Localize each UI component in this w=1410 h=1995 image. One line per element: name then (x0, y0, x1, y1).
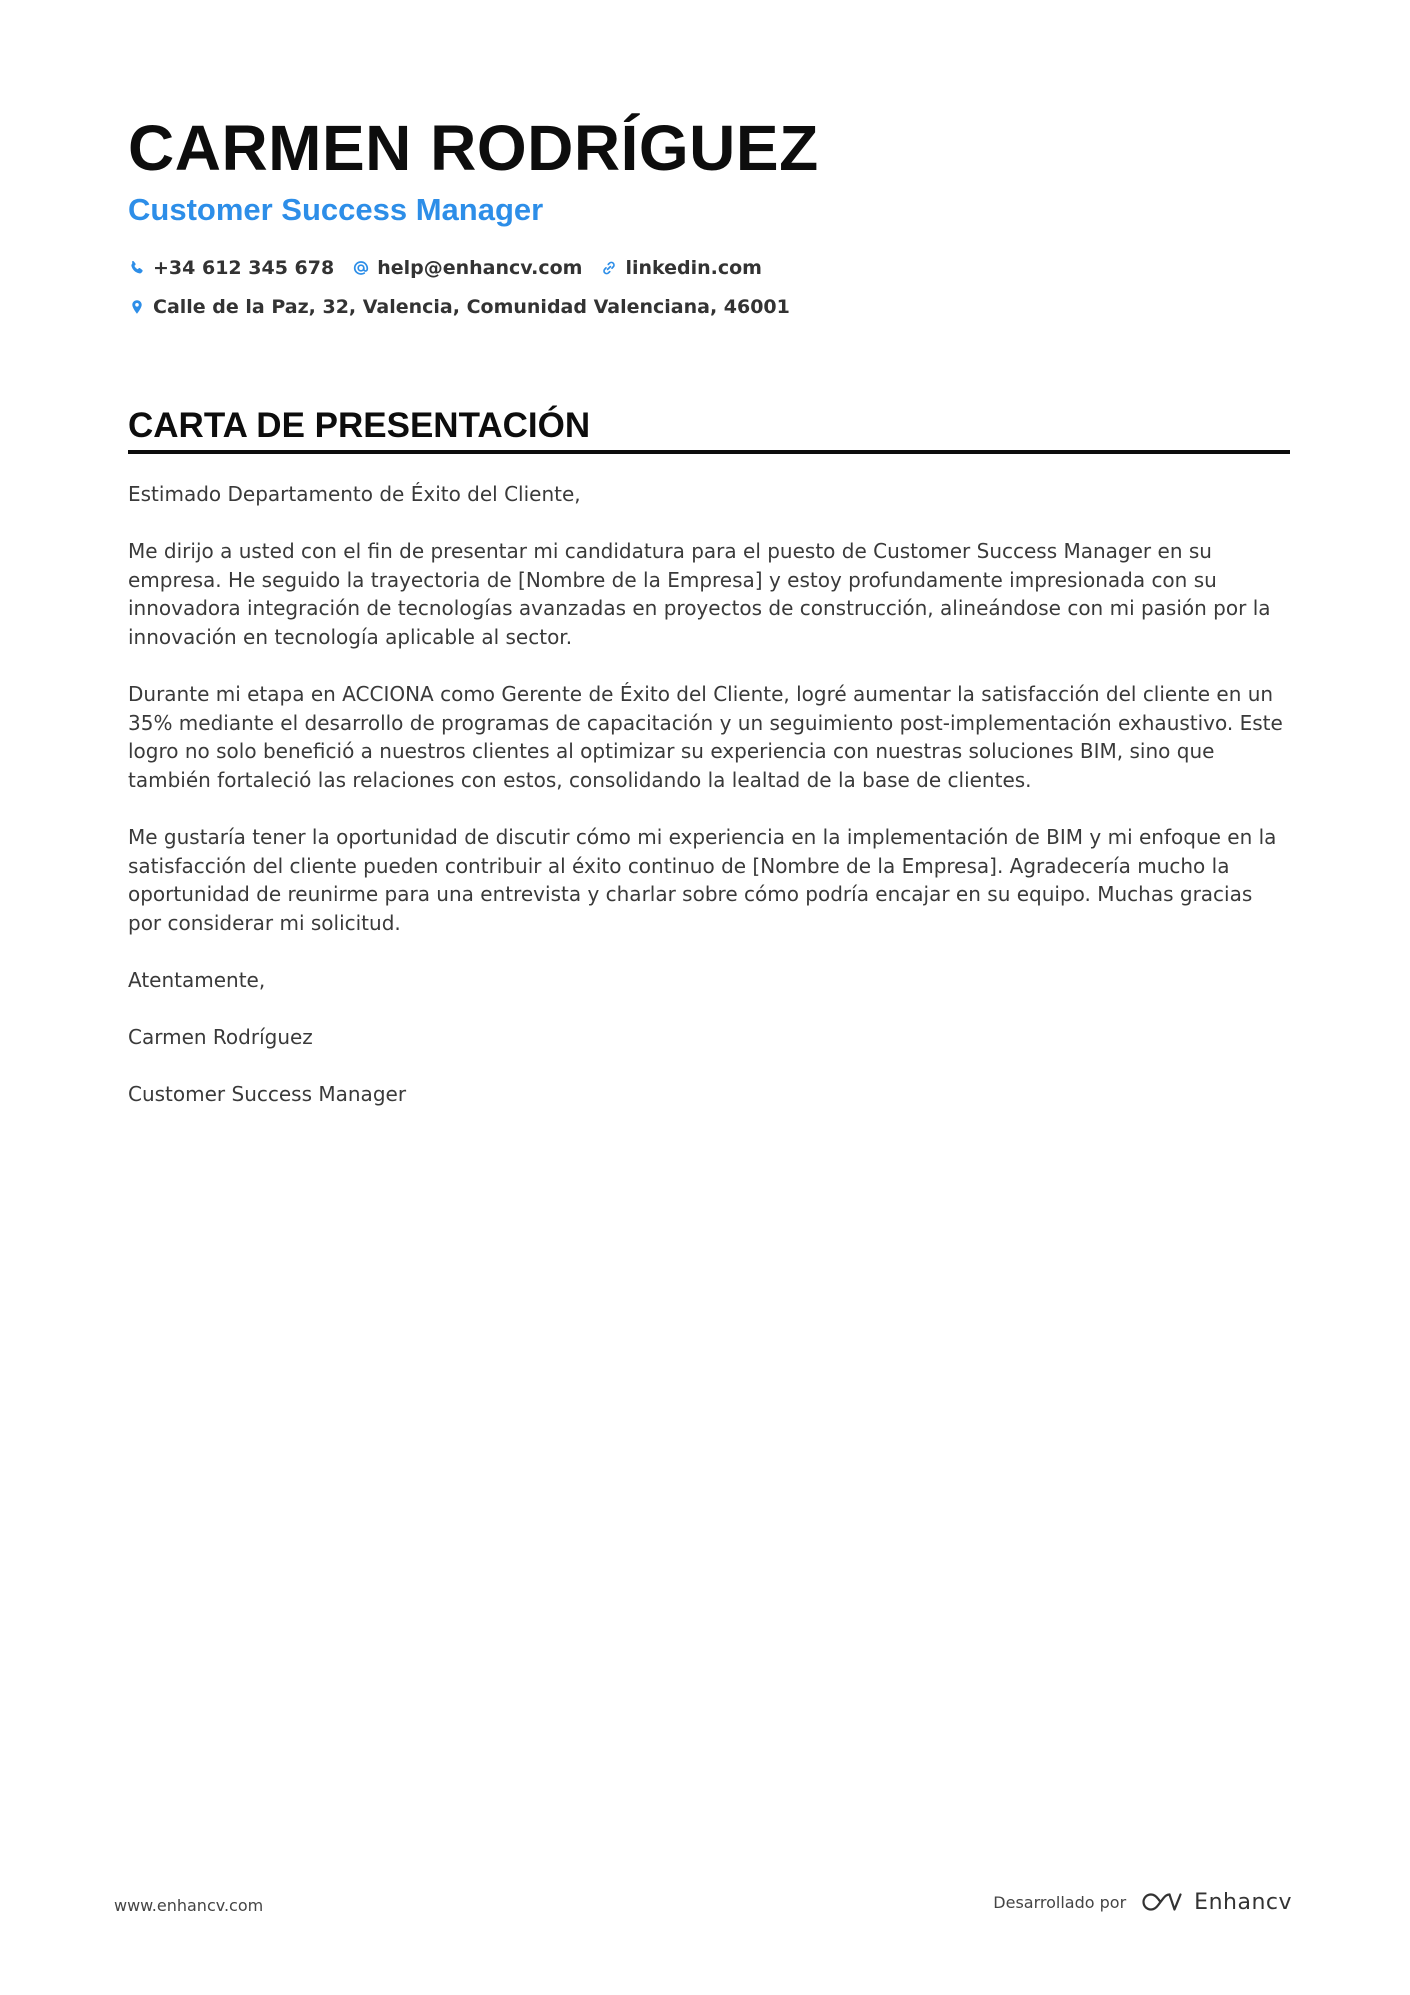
letter-closing: Atentamente, (128, 968, 266, 993)
contact-phone-text: +34 612 345 678 (153, 257, 335, 279)
contact-link[interactable] (600, 254, 762, 282)
at-icon (352, 259, 370, 277)
letter-paragraph-2: Durante mi etapa en ACCIONA como Gerente de Éxito del Cliente, logré aumentar la satisfacción del cliente en un 35% mediante el desarrollo de programas de capacitación y un seguimiento post-implementación exhaustivo. Este logro no solo benefició a nuestros clientes al optimizar su experiencia con nuestras soluciones BIM, sino que también fortaleció las relaciones con estos, consolidando la lealtad de la base de clientes. (128, 682, 1283, 792)
contact-row-address (128, 293, 808, 321)
contact-phone (128, 254, 334, 282)
contact-link-text: linkedin.com (625, 257, 762, 279)
section-divider (128, 450, 1290, 454)
contact-row-primary (128, 254, 780, 282)
link-icon (600, 259, 618, 277)
location-pin-icon (128, 298, 146, 316)
signature-title: Customer Success Manager (128, 1082, 407, 1107)
section-title: CARTA DE PRESENTACIÓN (128, 406, 591, 445)
letter-greeting: Estimado Departamento de Éxito del Cliente, (128, 482, 581, 506)
phone-icon (128, 259, 146, 277)
candidate-title: Customer Success Manager (128, 192, 544, 227)
footer-branding (993, 1889, 1292, 1915)
contact-email-text: help@enhancv.com (377, 257, 583, 279)
powered-by-label: Desarrollado por (993, 1892, 1127, 1912)
contact-email[interactable] (352, 254, 582, 282)
enhancv-logo-icon (1138, 1889, 1184, 1915)
contact-address-text: Calle de la Paz, 32, Valencia, Comunidad Valenciana, 46001 (153, 296, 790, 318)
letter-body (128, 480, 1290, 1138)
letter-paragraph-3: Me gustaría tener la oportunidad de discutir cómo mi experiencia en la implementación de BIM y mi enfoque en la satisfacción del cliente pueden contribuir al éxito continuo de [Nombre de la Empresa]. Agradecería mucho la oportunidad de reunirme para una entrevista y charlar sobre cómo podría encajar en su equipo. Muchas gracias por considerar mi solicitud. (128, 825, 1277, 935)
candidate-name: CARMEN RODRÍGUEZ (128, 112, 819, 184)
footer-website[interactable]: www.enhancv.com (114, 1896, 264, 1915)
brand-name: Enhancv (1194, 1889, 1292, 1915)
contact-address (128, 293, 790, 321)
letter-paragraph-1: Me dirijo a usted con el fin de presentar mi candidatura para el puesto de Customer Success Manager en su empresa. He seguido la trayectoria de [Nombre de la Empresa] y estoy profundamente impresionada con su innovadora integración de tecnologías avanzadas en proyectos de construcción, alineándose con mi pasión por la innovación en tecnología aplicable al sector. (128, 539, 1271, 649)
signature-name: Carmen Rodríguez (128, 1025, 313, 1050)
